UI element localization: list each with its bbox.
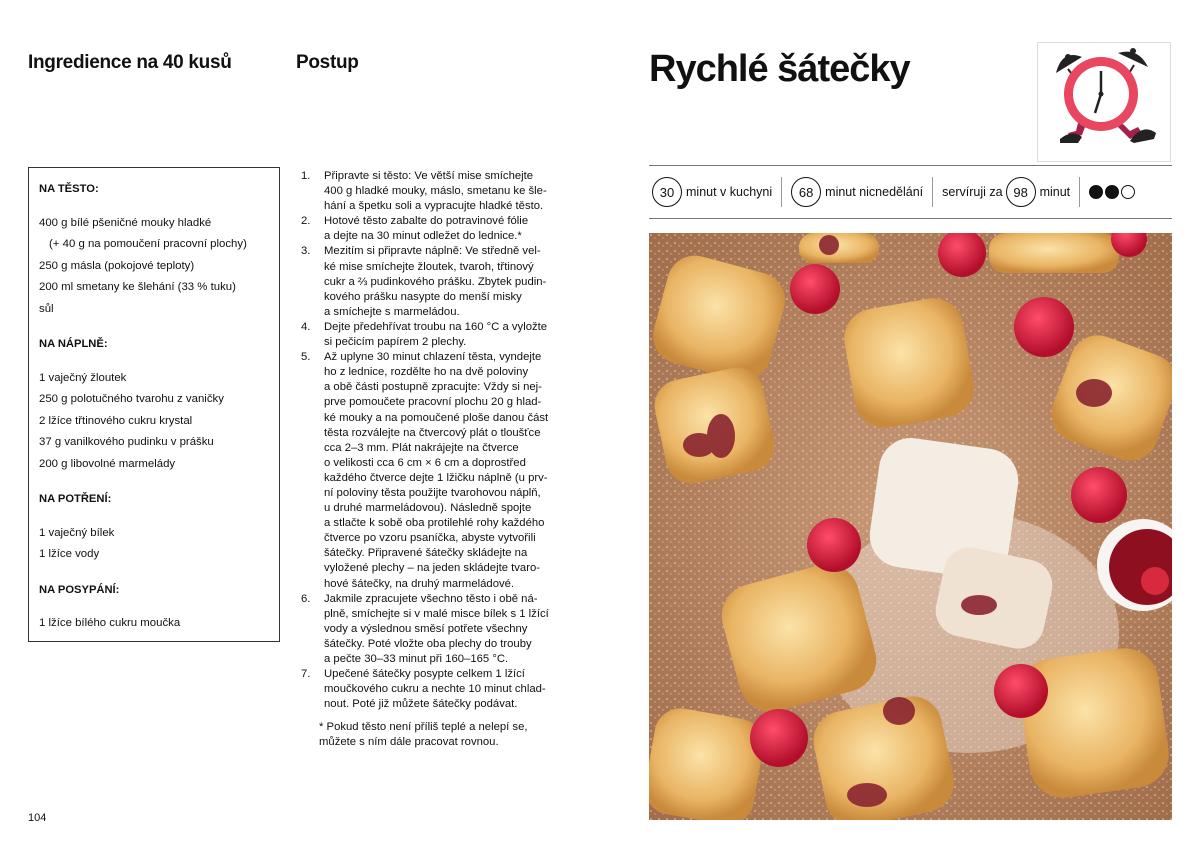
ingredient-item: 1 lžíce bílého cukru moučka (39, 617, 181, 629)
procedure-step (301, 169, 556, 214)
ingredient-item: 200 g libovolné marmelády (39, 457, 176, 470)
pastry-photo (649, 233, 1172, 820)
difficulty-dot-filled (1089, 185, 1103, 199)
recipe-info-bar (649, 165, 1172, 219)
ingredient-item: 400 g bílé pšeničné mouky hladké (39, 216, 212, 229)
procedure-step (301, 592, 556, 667)
ingredient-item: (+ 40 g na pomoučení pracovní plochy) (49, 238, 247, 250)
ingredient-section-coating (39, 489, 269, 566)
procedure-step (301, 667, 556, 712)
ingredient-section-fillings (39, 334, 269, 475)
procedure-steps (301, 169, 556, 712)
step-number: 4. (301, 320, 311, 333)
section-title: NA TĚSTO: (39, 183, 99, 195)
idle-time-label: minut nicnedělání (825, 185, 924, 199)
ingredient-item: 250 g polotučného tvarohu z vaničky (39, 393, 224, 405)
step-number: 2. (301, 215, 311, 228)
difficulty-dots (1089, 185, 1135, 199)
difficulty (1080, 177, 1144, 207)
step-text: Připravte si těsto: Ve větší mise smíchejte 400 g hladké mouky, máslo, smetanu ke šle- hání a špetku soli a vypracujte hladké těsto. (324, 170, 547, 213)
procedure-step (301, 350, 556, 592)
alarm-clock-icon (1037, 42, 1171, 162)
procedure-step (301, 244, 556, 319)
step-text: Dejte předehřívat troubu na 160 °C a vyložte si pečicím papírem 2 plechy. (324, 320, 548, 349)
ingredients-box (28, 167, 280, 642)
procedure-step (301, 320, 556, 350)
step-text: Upečené šátečky posypte celkem 1 lžící moučkového cukru a nechte 10 minut chlad- nout. Poté již můžete šátečky podávat. (324, 668, 546, 711)
serve-time-prefix: servíruji za (942, 185, 1003, 199)
ingredient-section-sprinkle (39, 580, 269, 635)
step-number: 5. (301, 351, 311, 364)
serve-time-suffix: minut (1039, 185, 1071, 199)
step-text: Mezitím si připravte náplně: Ve středně vel- ké mise smíchejte žloutek, tvaroh, třtinový cukr a ⅔ pudinkového prášku. Zbytek pudin- kového prášku nasypte do menší misky a smíchejte s marmeládou. (324, 245, 547, 318)
step-text: Hotové těsto zabalte do potravinové fólie a dejte na 30 minut odležet do lednice.* (324, 215, 529, 243)
step-text: Až uplyne 30 minut chlazení těsta, vyndejte ho z lednice, rozdělte ho na dvě poloviny a obě části postupně zpracujte: Vždy si nej- prve pomoučete pracovní plochu 20 g hlad- ké mouky a na pomoučené ploše danou část těsta rozválejte na čtvercový plát o tloušťce cca 2–3 mm. Plát nakrájejte na čtverce o velikosti cca 6 cm × 6 cm a doprostřed každého čtverce dejte 1 lžičku náplně (u prv- ní poloviny těsta použijte tvarohovou náplň, u druhé marmeládovou). Následně spojte a stlačte k sobě oba protilehlé rohy každého čtverce po vzoru psaníčka, abyste vytvořili šátečky. Připravené šátečky skládejte na vyložené plechy – na jeden skládejte tvaro- hové šátečky, na druhý marmeládové. (324, 351, 549, 590)
procedure-step (301, 214, 556, 244)
page-number: 104 (28, 812, 47, 824)
section-title: NA NÁPLNĚ: (39, 338, 108, 350)
ingredient-item: 1 vaječný bílek (39, 526, 115, 539)
difficulty-dot-filled (1105, 185, 1119, 199)
ingredient-section-dough (39, 179, 269, 320)
ingredient-item: 37 g vanilkového pudinku v prášku (39, 436, 214, 448)
section-title: NA POSYPÁNÍ: (39, 583, 120, 596)
procedure-heading: Postup (296, 52, 359, 73)
kitchen-time-label: minut v kuchyni (686, 185, 773, 199)
footnote: * Pokud těsto není příliš teplé a nelepí se, můžete s ním dále pracovat rovnou. (319, 721, 528, 749)
kitchen-time-value: 30 (652, 177, 682, 207)
idle-time (782, 177, 933, 207)
step-number: 6. (301, 592, 311, 605)
step-number: 3. (301, 245, 311, 258)
serve-time (933, 177, 1080, 207)
section-title: NA POTŘENÍ: (39, 493, 112, 505)
kitchen-time (649, 177, 782, 207)
step-text: Jakmile zpracujete všechno těsto i obě ná- plně, smíchejte si v malé misce bílek s 1 lžící vody a výslednou směsí potřete všechny šátečky. Poté vložte oba plechy do trouby a pečte 30–33 minut při 160–165 °C. (324, 592, 549, 665)
ingredient-item: sůl (39, 302, 54, 315)
ingredient-item: 1 vaječný žloutek (39, 371, 127, 384)
ingredient-item: 250 g másla (pokojové teploty) (39, 259, 195, 272)
idle-time-value: 68 (791, 177, 821, 207)
step-number: 1. (301, 170, 311, 182)
serve-time-value: 98 (1006, 177, 1036, 207)
difficulty-dot-empty (1121, 185, 1135, 199)
ingredients-heading: Ingredience na 40 kusů (28, 52, 232, 73)
recipe-title: Rychlé šátečky (649, 48, 910, 90)
ingredient-item: 1 lžíce vody (39, 548, 100, 560)
ingredient-item: 2 lžíce třtinového cukru krystal (39, 414, 193, 427)
step-number: 7. (301, 668, 311, 681)
ingredient-item: 200 ml smetany ke šlehání (33 % tuku) (39, 281, 236, 293)
